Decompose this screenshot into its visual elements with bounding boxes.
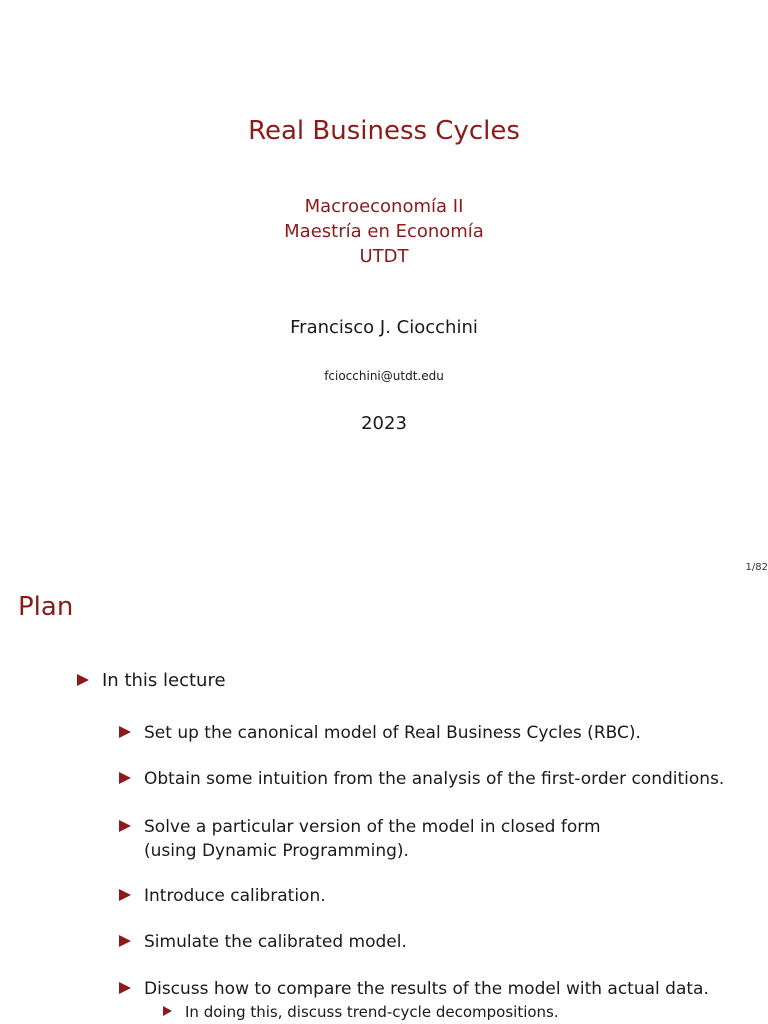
author-name: Francisco J. Ciocchini [290,317,478,338]
subtitle-block [0,194,768,269]
list-item-text [144,815,601,863]
plan-slide [0,582,768,1024]
list-item-text: Simulate the calibrated model. [144,932,407,952]
list-item-text: Introduce calibration. [144,886,326,906]
author-email: fciocchini@utdt.edu [324,369,444,383]
frame-title: Plan [18,592,74,622]
list-item [119,884,326,908]
presentation-title: Real Business Cycles [248,116,520,146]
presentation-year: 2023 [361,413,407,434]
course-name: Macroeconomía II [304,196,464,217]
program-name: Maestría en Economía [284,221,484,242]
list-item-text: In this lecture [102,670,226,691]
list-item-line: Solve a particular version of the model in closed form [144,817,601,837]
triangle-bullet-icon [119,889,131,901]
triangle-bullet-icon [119,820,131,832]
list-item [163,1003,559,1021]
page-number: 1/82 [745,562,768,573]
list-item-text: Set up the canonical model of Real Business Cycles (RBC). [144,723,641,743]
list-item-text: Discuss how to compare the results of the model with actual data. [144,979,709,999]
list-item [77,670,226,691]
triangle-bullet-icon [119,726,131,738]
list-item [119,930,407,954]
list-item-text: In doing this, discuss trend-cycle decompositions. [185,1003,559,1021]
triangle-bullet-icon [119,982,131,994]
triangle-bullet-icon [77,674,89,686]
list-item-line: (using Dynamic Programming). [144,841,409,861]
institution-name: UTDT [359,246,409,267]
list-item [119,767,724,791]
triangle-bullet-icon [119,772,131,784]
list-item [119,815,601,863]
list-item-text: Obtain some intuition from the analysis of the first-order conditions. [144,769,725,789]
list-item [119,977,709,1001]
triangle-bullet-icon [163,1006,172,1016]
list-item [119,721,641,745]
triangle-bullet-icon [119,935,131,947]
